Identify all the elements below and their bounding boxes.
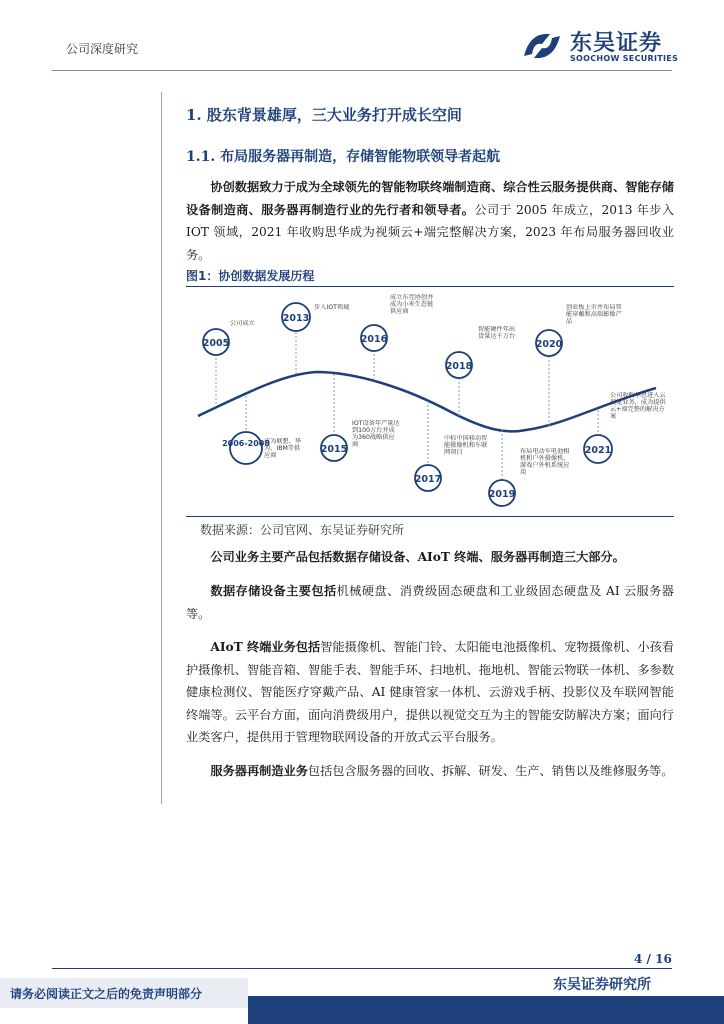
note-2016: 成立东莞协创并成为小米生态链供应商 <box>390 294 434 315</box>
note-2006: 成为联想、华为、IBM等供应商 <box>264 438 302 459</box>
year-2020: 2020 <box>535 339 563 350</box>
year-2013: 2013 <box>282 313 310 324</box>
disclaimer-text: 请务必阅读正文之后的免责声明部分 <box>10 987 203 1001</box>
year-2016: 2016 <box>360 334 388 345</box>
year-2006-2008: 2006-2008 <box>222 439 270 448</box>
year-2005: 2005 <box>202 338 230 349</box>
subsection-heading: 1.1. 布局服务器再制造，存储智能物联领导者起航 <box>186 149 501 165</box>
year-2021: 2021 <box>584 445 612 456</box>
business-summary-bold: 公司业务主要产品包括数据存储设备、AIoT 终端、服务器再制造三大部分。 <box>210 550 625 564</box>
remanufacture-paragraph <box>186 760 674 783</box>
figure-bottom-rule <box>186 516 674 517</box>
storage-text: 机械硬盘、消费级固态硬盘和工业级固态硬盘及 AI 云服务器等。 <box>186 584 674 621</box>
note-2018: 智能硬件年出货量达千万台 <box>478 326 516 340</box>
year-2019: 2019 <box>488 489 516 500</box>
header-divider <box>52 70 672 71</box>
aiot-bold: AIoT 终端业务包括 <box>210 640 321 654</box>
footer-org: 东吴证券研究所 <box>553 977 651 993</box>
note-2013: 步入IOT领域 <box>314 304 350 311</box>
intro-bold: 协创数据致力于成为全球领先的智能物联终端制造商、综合性云服务提供商、智能存储设备制造商、服务器再制造行业的先行者和领导者。 <box>186 180 674 217</box>
storage-paragraph <box>186 580 674 625</box>
logo-text-cn: 东吴证券 <box>570 31 663 56</box>
soochow-logo-icon <box>520 26 564 66</box>
note-2021: 公司收购华思进入云视觉业务，成为提供云+端完整的解决方案 <box>610 392 666 420</box>
intro-text: 公司于 2005 年成立，2013 年步入 IOT 领域，2021 年收购思华成为视频云+端完整解决方案，2023 年布局服务器回收业务。 <box>186 202 675 262</box>
year-2017: 2017 <box>414 474 442 485</box>
footer-bar <box>248 996 724 1024</box>
intro-paragraph <box>186 176 674 266</box>
year-2015: 2015 <box>320 444 348 455</box>
business-summary <box>186 546 674 569</box>
note-2015: IOT设备年产量达到100万台并成为360战略供应商 <box>352 420 400 448</box>
storage-bold: 数据存储设备主要包括 <box>210 584 337 598</box>
note-2017: 中标中国移动智能摄像机和车联网项目 <box>444 435 488 456</box>
disclaimer-banner <box>0 978 248 1008</box>
year-2018: 2018 <box>445 361 473 372</box>
timeline-figure <box>186 288 674 514</box>
footer-divider <box>52 968 672 969</box>
figure-title: 图1：协创数据发展历程 <box>186 269 315 283</box>
section-heading: 1. 股东背景雄厚，三大业务打开成长空间 <box>186 106 462 124</box>
page-number: 4 / 16 <box>634 952 672 966</box>
figure-top-rule <box>186 286 674 287</box>
milestone-badge-2006 <box>230 432 262 464</box>
report-type-label: 公司深度研究 <box>66 42 139 56</box>
note-2020: 创业板上市并布局智能穿戴和高端影像产品 <box>566 304 622 325</box>
note-2019: 布局电动车电池相机和户外摄像机、游戏户外机系统应用 <box>520 448 570 476</box>
logo-text-en: SOOCHOW SECURITIES <box>570 54 679 63</box>
figure-source: 数据来源：公司官网、东吴证券研究所 <box>200 523 405 537</box>
aiot-text: 智能摄像机、智能门铃、太阳能电池摄像机、宠物摄像机、小孩看护摄像机、智能音箱、智能手表、智能手环、扫地机、拖地机、智能云物联一体机、多参数健康检测仪、智能医疗穿戴产品、AI 健康管家一体机、云游戏手柄、投影仪及车联网智能终端等。云平台方面，面向消费级用户，提供以视觉交互为主的智能安防解决方案；面向行业类客户，提供用于管理物联网设备的开放式云平台服务。 <box>186 640 674 744</box>
remanufacture-text: 包括包含服务器的回收、拆解、研发、生产、销售以及维修服务等。 <box>307 764 674 778</box>
note-2005: 公司成立 <box>230 320 255 327</box>
margin-rule <box>161 92 162 804</box>
timeline-curve <box>198 372 656 431</box>
aiot-paragraph <box>186 636 674 749</box>
remanufacture-bold: 服务器再制造业务 <box>210 764 308 778</box>
